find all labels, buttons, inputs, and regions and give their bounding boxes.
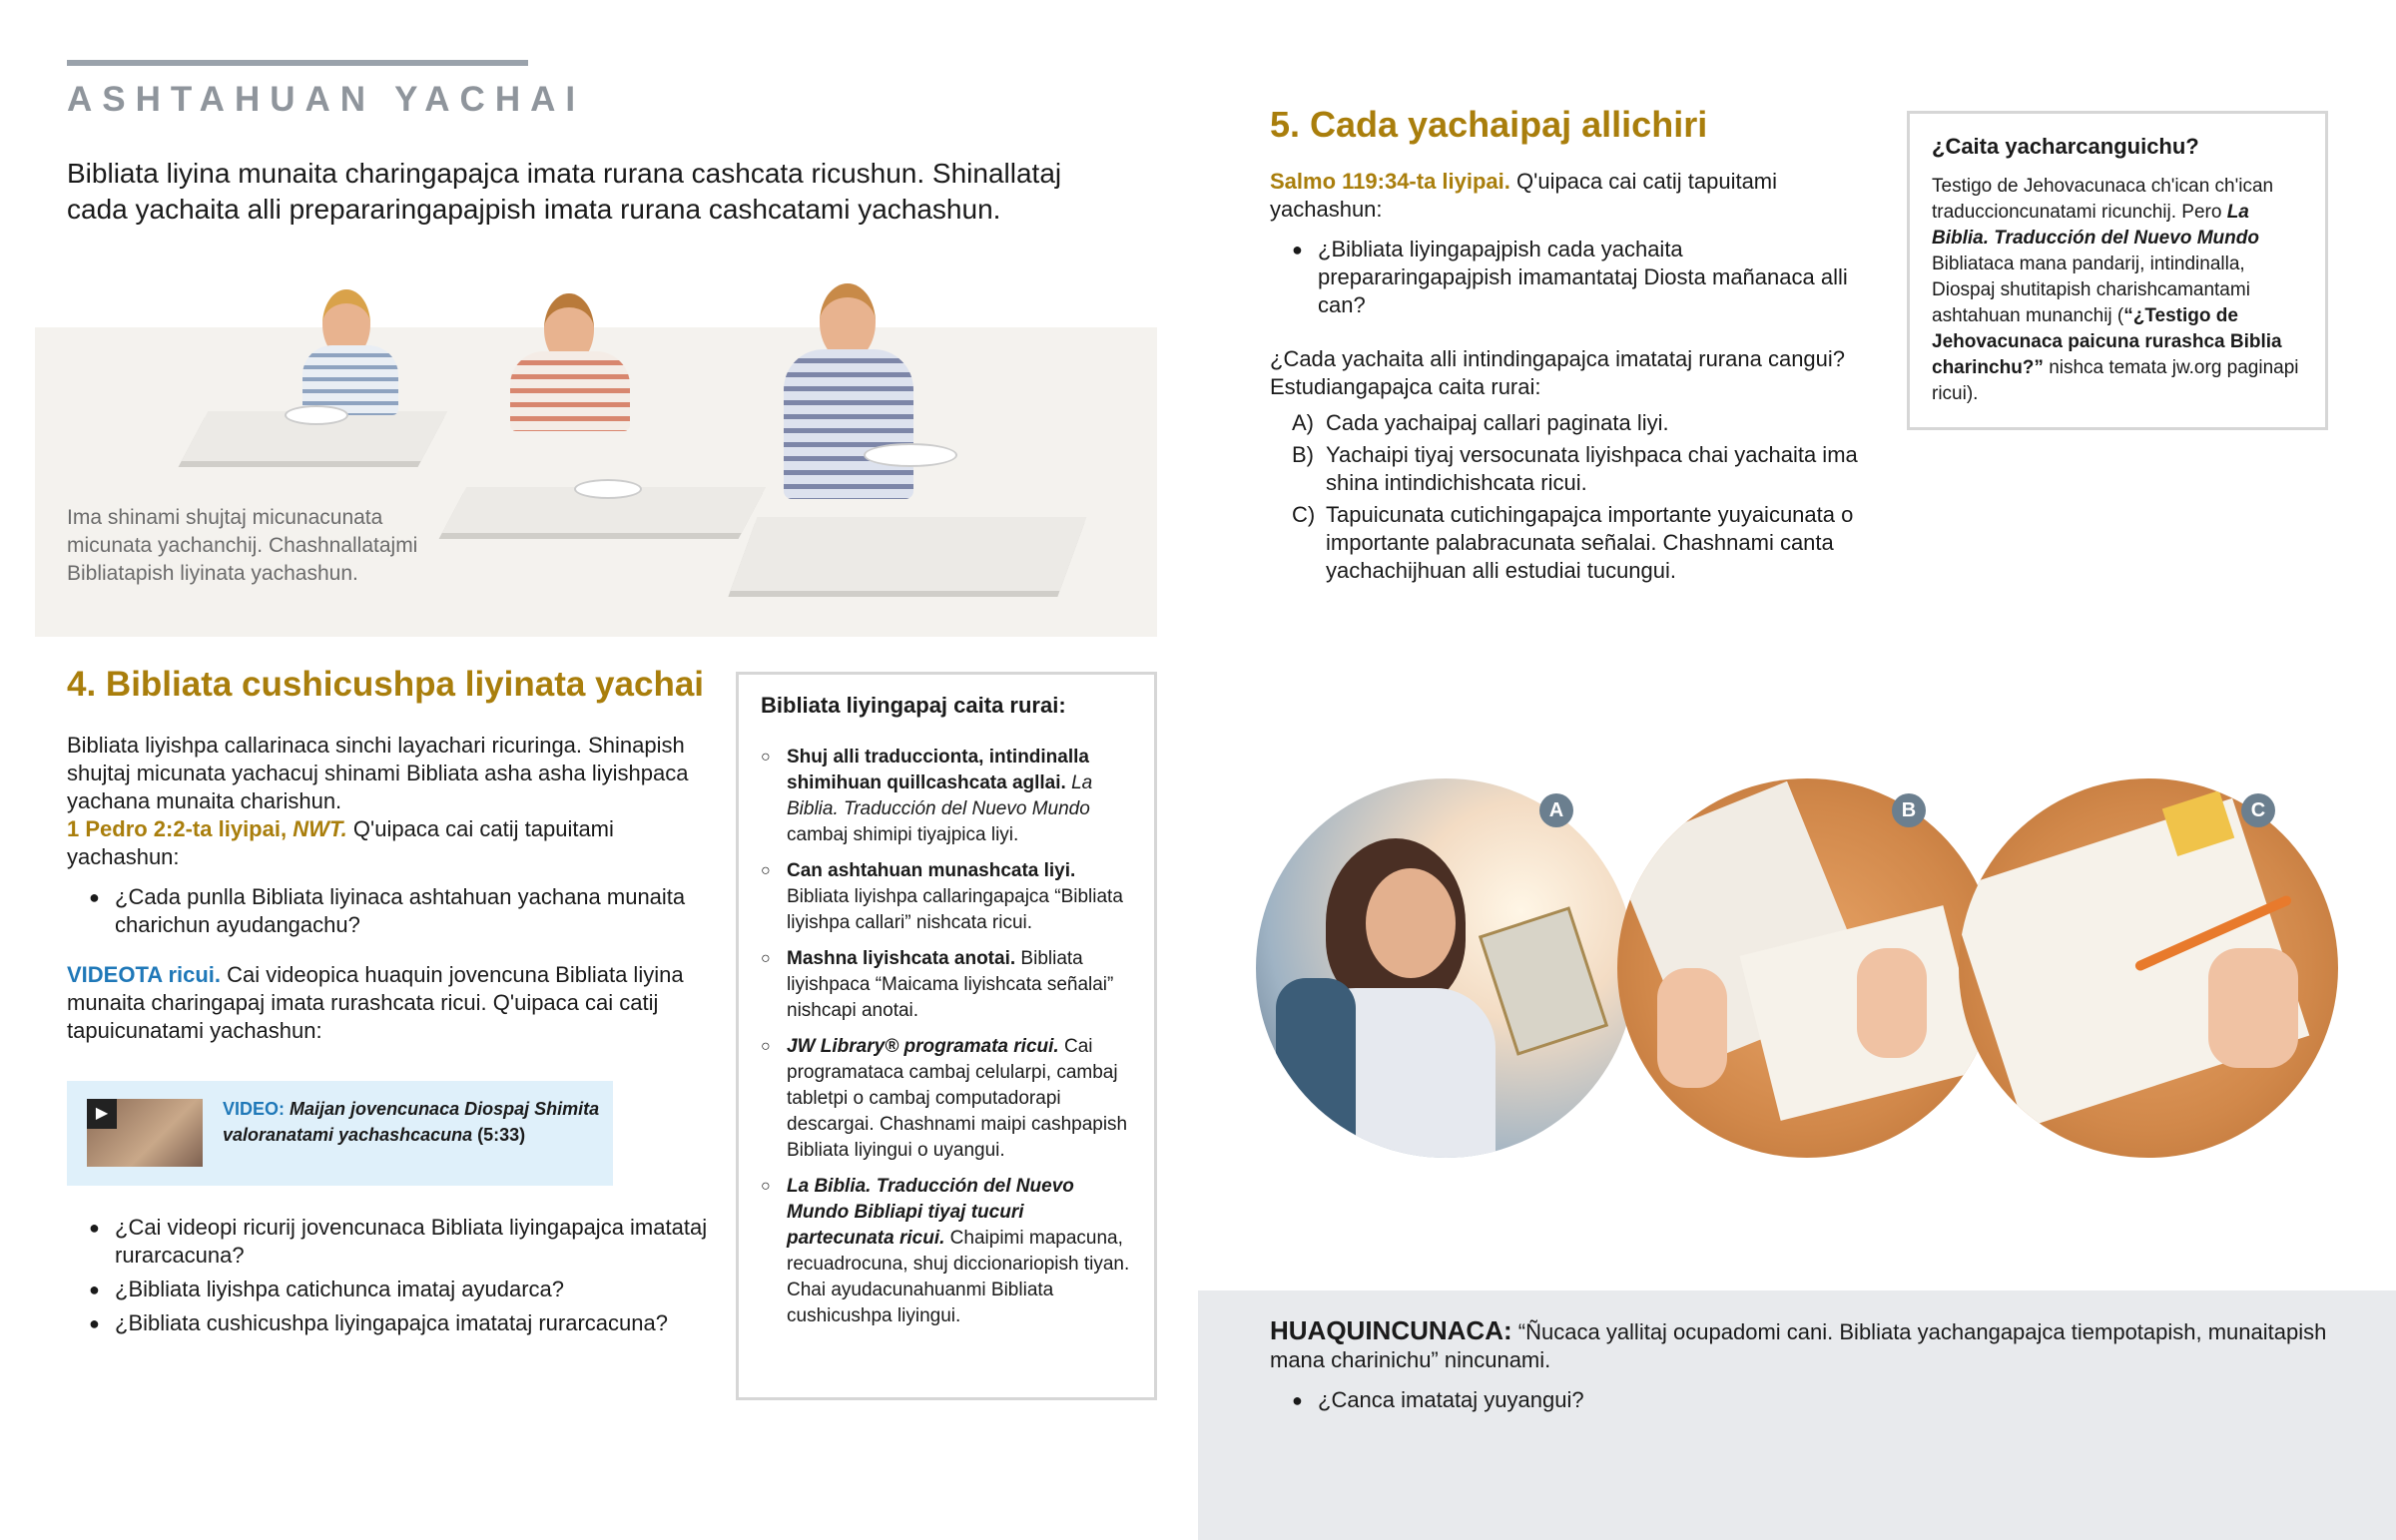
tips-box [736,672,1157,1400]
objection-quote: “Ñucaca yallitaj ocupadomi cani. Bibliata yachangapajca tiempotapish, munaitapish mana charinichu” nincunami. [1270,1319,2327,1372]
boy-illustration-1 [295,289,404,419]
tip-heading: JW Library® programata ricui. [787,1036,1059,1057]
photo-circle-c [1959,778,2338,1158]
tip-text: Chaipimi mapacuna, recuadrocuna, shuj diccionariopish tiyan. Chai ayudacunahuanmi Bibliata cushicushpa liyingui. [787,1228,1130,1326]
badge-b: B [1892,793,1926,827]
tip-heading: Mashna liyishcata anotai. [787,948,1016,969]
illustration-caption: Ima shinami shujtaj micunacunata micunata yachanchij. Chashnallatajmi Bibliatapish liyinata yachashun. [67,506,418,585]
option-key: C) [1292,502,1316,527]
section-5-bullets [1270,236,1869,319]
badge-a: A [1539,793,1573,827]
list-item: ● ¿Bibliata cushicushpa liyingapajca imatataj rurarcacuna? [67,1309,726,1337]
video-title[interactable] [223,1096,602,1148]
badge-c: C [2241,793,2275,827]
video-lead-link[interactable]: VIDEOTA ricui. [67,962,222,987]
intro-paragraph: Bibliata liyina munaita charingapajca imata rurana cashcata ricushun. Shinallataj cada yachaita alli prepararingapajpish imata rurana cashcatami yachashun. [67,158,1062,225]
section-4-bullets [67,883,706,939]
video-questions [67,1214,726,1337]
faq-text: nishca temata jw.org paginapi ricui). [1932,357,2299,404]
list-item [761,946,1130,1024]
section-4-body [67,732,706,1045]
section-4-para: Bibliata liyishpa callarinaca sinchi layachari ricuringa. Shinapish shujtaj micunata yachacuj shinami Bibliata asha asha liyishpaca yachana munaita charishun. [67,733,689,813]
tips-list [761,745,1130,1339]
tip-heading: Shuj alli traduccionta, intindinalla shimihuan quillcashcata agllai. [787,747,1089,793]
option-key: A) [1292,410,1314,435]
tip-text: cambaj shimipi tiyajpica liyi. [787,824,1019,845]
tip-text: Bibliata liyishpa callaringapajca “Bibliata liyishpa callari” nishcata ricui. [787,886,1123,933]
list-item [761,858,1130,936]
section-5-body [1270,168,1869,589]
tip-heading: La Biblia. Traducción del Nuevo Mundo Bibliapi tiyaj tucuri partecunata ricui. [787,1176,1074,1249]
section-5-para: ¿Cada yachaita alli intindingapajca imatataj rurana cangui? Estudiangapajca caita rurai: [1270,346,1846,399]
illustration-band [35,327,1157,637]
option-text: Tapuicunata cutichingapajca importante yuyaicunata o importante palabracunata señalai. Chashnami canta yachachijhuan alli estudiai tucungui. [1326,502,1854,583]
video-title-text: Maijan jovencunaca Diospaj Shimita valoranatami yachashcacuna [223,1099,600,1145]
video-paragraph [67,961,706,1045]
list-item: ● ¿Cai videopi ricurij jovencunaca Bibliata liyingapajca imatataj rurarcacuna? [67,1214,726,1270]
plate-3 [864,443,957,467]
header-rule [67,60,528,66]
play-icon[interactable]: ▶ [87,1099,117,1129]
list-item: ● ¿Bibliata liyingapajpish cada yachaita prepararingapajpish imamantataj Diosta mañanaca alli can? [1270,236,1869,319]
video-thumbnail[interactable] [87,1099,203,1167]
faq-text: Testigo de Jehovacunaca ch'ican ch'ican traduccioncunatami ricunchij. Pero [1932,176,2274,223]
list-item [761,1034,1130,1164]
photo-circle-a [1256,778,1635,1158]
objection-band [1198,1290,2396,1540]
tip-heading: Can ashtahuan munashcata liyi. [787,860,1076,881]
scripture-ref-tail: Q'uipaca cai catij tapuitami yachashun: [67,816,614,869]
tip-text: Cai programataca cambaj celularpi, cambaj tabletpi o cambaj computadorapi descargai. Chashnami maipi cashpapish Bibliata liyingui o uyangui. [787,1036,1128,1161]
section-4-ref-line [67,815,706,871]
faq-link[interactable]: “¿Testigo de Jehovacunaca paicuna rurashca Biblia charinchu?” [1932,305,2282,378]
section-eyebrow: ASHTAHUAN YACHAI [67,80,586,119]
tips-title: Bibliata liyingapaj caita rurai: [761,693,1066,718]
plate-2 [574,479,642,499]
list-item [1270,409,1869,437]
section-5-ref-line [1270,168,1869,224]
plate-1 [285,405,348,425]
video-paragraph-text: Cai videopica huaquin jovencuna Bibliata liyina munaita charingapaj imata rurashcata ricui. Q'uipaca cai catij tapuicunatami yachashun: [67,962,684,1043]
tip-italic: La Biblia. Traducción del Nuevo Mundo [787,772,1093,819]
scripture-ref-link[interactable]: Salmo 119:34-ta liyipai. [1270,169,1510,194]
scripture-ref-nwt[interactable]: NWT. [293,816,347,841]
video-duration: (5:33) [477,1125,526,1145]
list-item [761,1174,1130,1329]
list-item: ● ¿Bibliata liyishpa catichunca imataj ayudarca? [67,1276,726,1303]
option-text: Yachaipi tiyaj versocunata liyishpaca chai yachaita ima shina intindichishcata ricui. [1326,442,1858,495]
list-item: ● ¿Cada punlla Bibliata liyinaca ashtahuan yachana munaita charichun ayudangachu? [67,883,706,939]
objection-label: HUAQUINCUNACA: [1270,1315,1512,1345]
photo-circle-b [1617,778,1997,1158]
list-item: ● ¿Canca imatataj yuyangui? [1270,1386,2348,1414]
list-item [761,745,1130,848]
tip-text: Bibliata liyishpaca “Maicama liyishcata señalai” nishcapi anotai. [787,948,1114,1021]
scripture-ref-link[interactable]: 1 Pedro 2:2-ta liyipai, [67,816,288,841]
boy-illustration-3 [774,283,923,513]
list-item [1270,441,1869,497]
section-5-heading: 5. Cada yachaipaj allichiri [1270,104,1708,145]
study-options [1270,409,1869,585]
faq-title: ¿Caita yacharcanguichu? [1932,134,2199,159]
did-you-know-box [1907,111,2328,430]
option-key: B) [1292,442,1314,467]
video-link-box[interactable] [67,1081,613,1186]
table-3 [731,517,1087,591]
video-label: VIDEO: [223,1099,286,1119]
section-4-heading: 4. Bibliata cushicushpa liyinata yachai [67,665,705,704]
list-item [1270,501,1869,585]
option-text: Cada yachaipaj callari paginata liyi. [1326,410,1669,435]
faq-text: Bibliataca mana pandarij, intindinalla, Diospaj shutitapish charishcamantami ashtahuan munanchij ( [1932,254,2250,326]
scripture-ref-tail: Q'uipaca cai catij tapuitami yachashun: [1270,169,1778,222]
faq-italic: La Biblia. Traducción del Nuevo Mundo [1932,202,2259,249]
faq-body [1932,174,2311,407]
objection-text [1270,1316,2348,1414]
objection-bullets [1270,1386,2348,1414]
boy-illustration-2 [504,293,634,443]
